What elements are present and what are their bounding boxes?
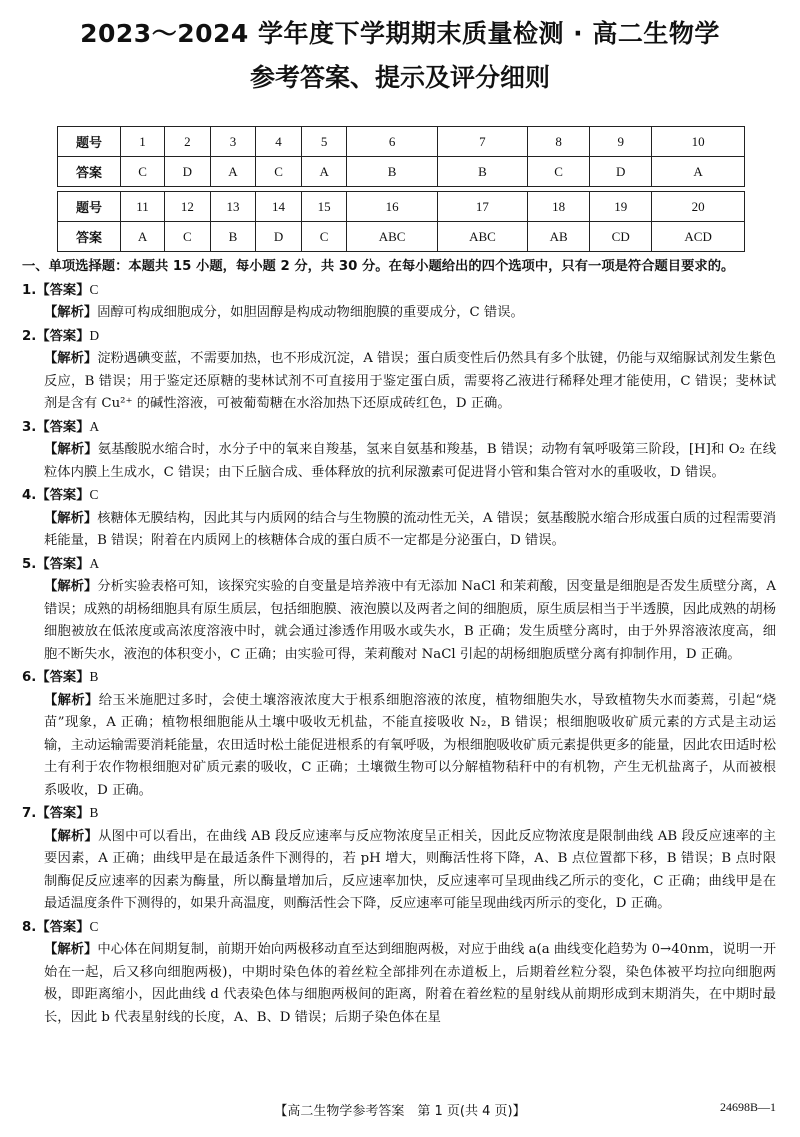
row-label-answer: 答案 xyxy=(58,222,121,252)
table-cell: B xyxy=(210,222,256,252)
explanation-tag: 【解析】 xyxy=(44,828,99,844)
explanation-tag: 【解析】 xyxy=(44,351,98,366)
explanation-tag: 【解析】 xyxy=(44,442,98,457)
explanation-text: 淀粉遇碘变蓝，不需要加热，也不形成沉淀，A 错误；蛋白质变性后仍然具有多个肽键，仍能与双缩脲试剂发生紫色反应，B 错误；用于鉴定还原糖的斐林试剂不可直接用于鉴定蛋白质，需要将乙液进行稀释处理才能使用，C 错误；斐林试剂是含有 Cu²⁺ 的碱性溶液，可被葡萄糖在水浴加热下还原成砖红色，D 正确。 xyxy=(44,351,777,411)
explanation xyxy=(22,826,776,916)
answer-letter: A xyxy=(89,555,100,571)
answer-letter: C xyxy=(89,487,99,502)
explanation-text: 从图中可以看出，在曲线 AB 段反应速率与反应物浓度呈正相关，因此反应物浓度是限制曲线 AB 段反应速率的主要因素，A 正确；曲线甲是在最适条件下测得的，若 pH 增大，则酶活性将下降，A、B 点位置都下移，B 错误；B 点时限制酶促反应速率的因素为酶量，所以酶量增加后，反应速率加快，反应速率可呈现曲线乙所示的变化，C 正确；曲线甲是在最适温度条件下测得的，如果升高温度，则酶活性会下降，反应速率可能呈现曲线丙所示的变化，D 正确。 xyxy=(44,828,777,911)
table-cell: ABC xyxy=(437,222,527,252)
question-item xyxy=(22,916,776,1030)
table-cell: 4 xyxy=(256,127,302,157)
answer-table xyxy=(57,126,745,252)
answer-line xyxy=(22,666,776,690)
document-subtitle: 参考答案、提示及评分细则 xyxy=(249,63,550,92)
answer-letter: D xyxy=(89,327,100,343)
answer-line xyxy=(22,553,776,577)
explanation-text: 中心体在间期复制，前期开始向两极移动直至达到细胞两极，对应于曲线 a(a 曲线变化趋势为 0→40nm，说明一开始在一起，后又移向细胞两极)，中期时染色体的着丝粒全部排列在赤道板上，后期着丝粒分裂，染色体被平均拉向细胞两极，即距离缩小，因此曲线 d 代表染色体与细胞两极间的距离，附着在着丝粒的星射线从前期形成到末期消失，在中期时最长，因此 b 代表星射线的长度，A、B、D 错误；后期子染色体在星 xyxy=(44,942,776,1025)
answer-tag: 【答案】 xyxy=(36,556,90,572)
question-item xyxy=(22,416,776,485)
question-number: 7. xyxy=(22,806,37,821)
table-cell: ACD xyxy=(652,222,745,252)
table-cell: 5 xyxy=(301,127,347,157)
table-cell: 7 xyxy=(437,127,527,157)
answer-line xyxy=(22,325,776,349)
table-cell: 19 xyxy=(590,192,652,222)
table-cell: 2 xyxy=(165,127,211,157)
question-item xyxy=(22,802,776,916)
answer-tag: 【答案】 xyxy=(36,488,90,503)
explanation xyxy=(22,348,776,416)
explanation-tag: 【解析】 xyxy=(44,305,98,320)
table-cell: 18 xyxy=(528,192,590,222)
question-number: 8. xyxy=(22,919,37,935)
row-label-question-number: 题号 xyxy=(58,127,121,157)
answer-tag: 【答案】 xyxy=(36,419,90,435)
explanation xyxy=(22,939,776,1029)
question-number: 4. xyxy=(22,488,37,503)
table-cell: 1 xyxy=(121,127,165,157)
answer-tag: 【答案】 xyxy=(36,670,90,685)
question-number: 3. xyxy=(22,419,37,435)
table-cell: D xyxy=(256,222,302,252)
document-title: 2023～2024 学年度下学期期末质量检测 · 高二生物学 xyxy=(80,19,720,48)
table-cell: 20 xyxy=(652,192,745,222)
explanation-text: 氨基酸脱水缩合时，水分子中的氧来自羧基，氢来自氨基和羧基，B 错误；动物有氧呼吸第三阶段，[H]和 O₂ 在线粒体内膜上生成水，C 错误；由下丘脑合成、垂体释放的抗利尿激素可促进肾小管和集合管对水的重吸收，D 错误。 xyxy=(44,442,777,480)
question-number: 6. xyxy=(22,670,37,685)
table-cell: C xyxy=(528,157,590,187)
table-cell: 14 xyxy=(256,192,302,222)
table-row-numbers-1 xyxy=(58,127,745,157)
section-heading: 一、单项选择题：本题共 15 小题，每小题 2 分，共 30 分。在每小题给出的四个选项中，只有一项是符合题目要求的。 xyxy=(22,259,735,274)
question-number: 5. xyxy=(22,556,37,572)
table-cell: ABC xyxy=(347,222,437,252)
table-cell: A xyxy=(210,157,256,187)
table-cell: 8 xyxy=(528,127,590,157)
table-cell: C xyxy=(256,157,302,187)
answer-letter: B xyxy=(89,805,99,820)
question-item xyxy=(22,484,776,553)
explanation-text: 分析实验表格可知，该探究实验的自变量是培养液中有无添加 NaCl 和茉莉酸，因变量是细胞是否发生质壁分离，A 错误；成熟的胡杨细胞具有原生质层，包括细胞膜、液泡膜以及两者之间的细胞质，原生质层相当于半透膜，因此成熟的胡杨细胞被放在低浓度或高浓度溶液中时，就会通过渗透作用吸水或失水，B 正确；发生质壁分离时，由于外界溶液浓度高，细胞不断失水，液泡的体积变小，C 正确；由实验可得，茉莉酸对 NaCl 引起的胡杨细胞质壁分离有抑制作用，D 正确。 xyxy=(44,579,777,662)
question-item xyxy=(22,666,776,802)
table-cell: 3 xyxy=(210,127,256,157)
explanation-text: 固醇可构成细胞成分，如胆固醇是构成动物细胞膜的重要成分，C 错误。 xyxy=(97,305,524,320)
table-cell: 6 xyxy=(347,127,437,157)
explanation-text: 给玉米施肥过多时，会使土壤溶液浓度大于根系细胞溶液的浓度，植物细胞失水，导致植物失水而萎蔫，引起“烧苗”现象，A 正确；植物根细胞能从土壤中吸收无机盐，不能直接吸收 N₂，B 错误；根细胞吸收矿质元素的方式是主动运输，主动运输需要消耗能量，农田适时松土能促进根系的有氧呼吸，为根细胞吸收矿质元素提供更多的能量，因此农田适时松土有利于农作物根细胞对矿质元素的吸收，C 正确；土壤微生物可以分解植物秸秆中的有机物，产生无机盐离子，从而被根系吸收，D 正确。 xyxy=(44,692,777,798)
explanation xyxy=(22,508,776,553)
document-code: 24698B—1 xyxy=(719,1100,776,1114)
table-cell: 17 xyxy=(437,192,527,222)
table-cell: 16 xyxy=(347,192,437,222)
answer-tag: 【答案】 xyxy=(36,919,90,935)
explanation xyxy=(22,576,776,666)
table-cell: B xyxy=(347,157,437,187)
question-item xyxy=(22,553,776,667)
answer-content xyxy=(22,256,776,1029)
table-cell: A xyxy=(301,157,347,187)
table-cell: 13 xyxy=(210,192,256,222)
answer-line xyxy=(22,916,776,940)
table-cell: B xyxy=(437,157,527,187)
explanation-tag: 【解析】 xyxy=(44,692,99,708)
table-cell: 12 xyxy=(165,192,211,222)
answer-tag: 【答案】 xyxy=(36,328,90,344)
answer-letter: C xyxy=(89,281,99,297)
answer-line xyxy=(22,416,776,440)
table-cell: 11 xyxy=(121,192,165,222)
table-cell: D xyxy=(590,157,652,187)
explanation-text: 核糖体无膜结构，因此其与内质网的结合与生物膜的流动性无关，A 错误；氨基酸脱水缩合形成蛋白质的过程需要消耗能量，B 错误；附着在内质网上的核糖体合成的蛋白质不一定都是分泌蛋白，D 错误。 xyxy=(44,510,777,548)
question-number: 1. xyxy=(22,282,37,298)
table-row-numbers-2 xyxy=(58,192,745,222)
answer-letter: A xyxy=(89,418,100,434)
table-cell: C xyxy=(301,222,347,252)
explanation xyxy=(22,302,776,325)
table-cell: 9 xyxy=(590,127,652,157)
table-cell: D xyxy=(165,157,211,187)
answer-letter: B xyxy=(89,669,99,684)
answer-line xyxy=(22,802,776,826)
explanation-tag: 【解析】 xyxy=(44,942,98,957)
answer-line xyxy=(22,279,776,303)
table-cell: 10 xyxy=(652,127,745,157)
table-cell: CD xyxy=(590,222,652,252)
answer-tag: 【答案】 xyxy=(36,806,90,821)
explanation xyxy=(22,690,776,803)
table-cell: C xyxy=(165,222,211,252)
table-cell: AB xyxy=(528,222,590,252)
answer-letter: C xyxy=(89,918,99,934)
answer-line xyxy=(22,484,776,508)
question-item xyxy=(22,279,776,325)
page-footer: 【高二生物学参考答案 第 1 页(共 4 页)】 xyxy=(274,1104,526,1119)
answer-tag: 【答案】 xyxy=(36,282,90,298)
question-item xyxy=(22,325,776,416)
explanation-tag: 【解析】 xyxy=(44,510,98,526)
table-cell: A xyxy=(652,157,745,187)
table-row-answers-2 xyxy=(58,222,745,252)
question-number: 2. xyxy=(22,328,37,344)
table-cell: C xyxy=(121,157,165,187)
table-cell: A xyxy=(121,222,165,252)
explanation-tag: 【解析】 xyxy=(44,579,98,594)
table-row-answers-1 xyxy=(58,157,745,187)
table-cell: 15 xyxy=(301,192,347,222)
row-label-answer: 答案 xyxy=(58,157,121,187)
explanation xyxy=(22,439,776,484)
row-label-question-number: 题号 xyxy=(58,192,121,222)
